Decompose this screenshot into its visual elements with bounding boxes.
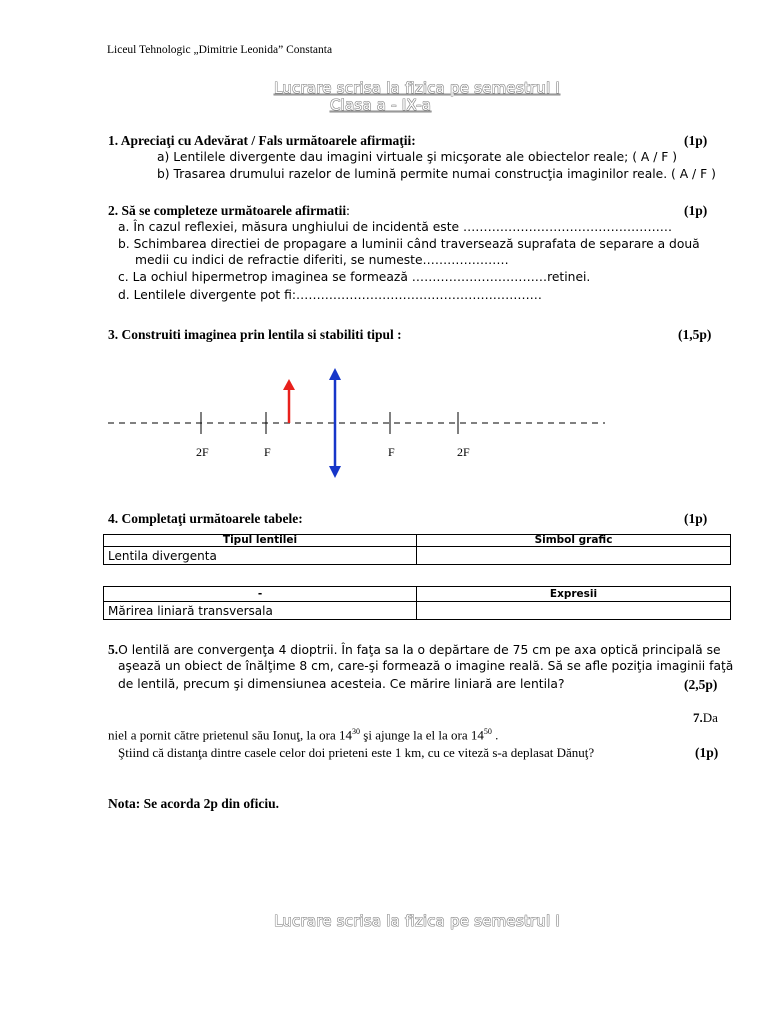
q1-item-b: b) Trasarea drumului razelor de lumină permite numai construcţia imaginilor reale. ( A / F ) [157, 167, 716, 181]
q1-title: 1. Apreciaţi cu Adevărat / Fals următoarele afirmaţii: [108, 133, 416, 148]
table-row [104, 602, 731, 620]
footer-title: Lucrare scrisa la fizica pe semestrul I [274, 912, 560, 930]
table-header-cell: - [104, 587, 417, 602]
object-arrow [283, 379, 295, 423]
table-header-cell: Expresii [417, 587, 731, 602]
q2-item-a: a. În cazul reflexiei, măsura unghiului de incidentă este …………………………………………… [118, 220, 673, 234]
q3-title-text: Construiti imaginea prin lentila si stabiliti tipul : [118, 327, 402, 342]
table-header-cell: Simbol grafic [417, 535, 731, 547]
q2-item-b2: medii cu indici de refractie diferiti, se numeste………………… [135, 253, 509, 267]
grading-note: Nota: Se acorda 2p din oficiu. [108, 796, 280, 811]
expressions-table [103, 586, 731, 620]
q7-points: (1p) [695, 745, 719, 760]
q7-num: 7. [693, 710, 703, 725]
q5-text-1: O lentilă are convergenţa 4 dioptrii. În faţa sa la o depărtare de 75 cm pe axa optică principală se [118, 643, 721, 657]
q3-number: 3. [108, 327, 119, 342]
table-header-row [104, 535, 731, 547]
q5-number: 5. [108, 642, 119, 657]
q2-item-c: c. La ochiul hipermetrop imaginea se formează ……………………………retinei. [118, 270, 591, 284]
q7-line-1 [108, 727, 498, 743]
q7-time-2: 50 [483, 727, 492, 736]
q4-title: 4. Completaţi următoarele tabele: [108, 511, 303, 526]
q7-number [693, 710, 718, 726]
q5-line-1 [108, 642, 721, 658]
table-cell: Mărirea liniară transversala [104, 602, 417, 620]
q5-line-2: aşează un obiect de înălţime 8 cm, care-şi formează o imagine reală. Să se afle poziţia imaginii faţă [118, 659, 734, 673]
answer-cell[interactable] [417, 602, 731, 620]
q3-points: (1,5p) [678, 327, 712, 342]
q2-number: 2 [108, 203, 115, 218]
q1-item-a: a) Lentilele divergente dau imagini virtuale şi micşorate ale obiectelor reale; ( A / F ) [157, 150, 678, 164]
school-name: Liceul Tehnologic „Dimitrie Leonida” Constanta [107, 44, 333, 56]
q2-title-colon: : [346, 203, 350, 218]
q2-title [108, 203, 350, 219]
q7-text-a: niel a pornit către prietenul său Ionuţ, la ora 14 [108, 727, 353, 743]
answer-cell[interactable] [417, 547, 731, 565]
q7-text-c: . [491, 727, 499, 743]
q4-points: (1p) [684, 511, 708, 526]
lens-diagram [100, 360, 620, 485]
table-cell: Lentila divergenta [104, 547, 417, 565]
q2-item-d: d. Lentilele divergente pot fi:…………………………………………………… [118, 288, 542, 302]
table-header-row [104, 587, 731, 602]
lens-type-table [103, 534, 731, 565]
class-line: Clasa a - IX-a [330, 96, 432, 114]
q2-title-text: . Să se completeze următoarele afirmatii [114, 203, 347, 218]
label-2f-left: 2F [196, 445, 209, 459]
q7-time-1: 30 [352, 727, 361, 736]
q2-item-b1: b. Schimbarea directiei de propagare a luminii când traversează suprafata de separare a două [118, 237, 700, 251]
q5-line-3: de lentilă, precum şi dimensiunea acesteia. Ce mărire liniară are lentila? [118, 677, 565, 691]
q1-points: (1p) [684, 133, 708, 148]
table-header-cell: Tipul lentilei [104, 535, 417, 547]
page-title: Lucrare scrisa la fizica pe semestrul I [274, 79, 560, 97]
q5-points: (2,5p) [684, 677, 718, 692]
label-f-left: F [264, 445, 271, 459]
q7-text-b: şi ajunge la el la ora 14 [360, 727, 484, 743]
label-f-right: F [388, 445, 395, 459]
table-row [104, 547, 731, 565]
q7-da: Da [702, 710, 718, 725]
q7-line-2: Ştiind că distanţa dintre casele celor doi prieteni este 1 km, cu ce viteză s-a deplasat Dănuţ? [118, 745, 595, 760]
q3-title [108, 327, 402, 343]
q2-points: (1p) [684, 203, 708, 218]
label-2f-right: 2F [457, 445, 470, 459]
